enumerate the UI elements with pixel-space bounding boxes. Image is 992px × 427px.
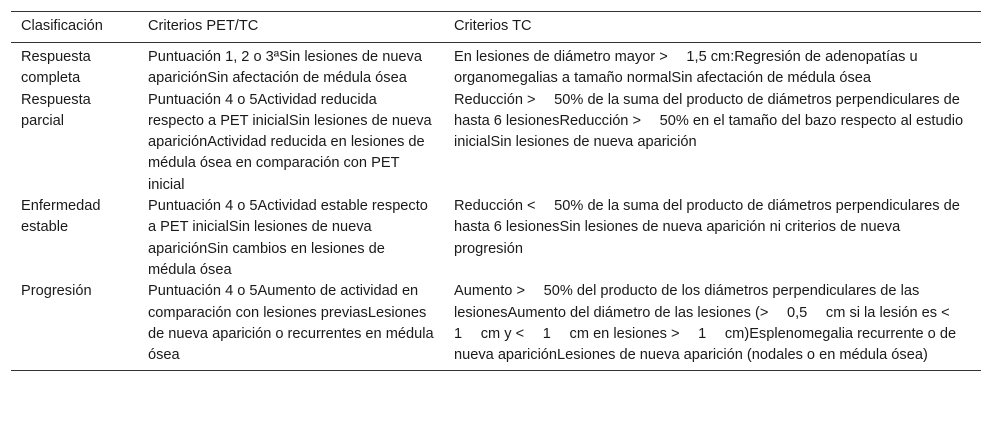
row-ct-criteria: Aumento > 50% del producto de los diámetros perpendiculares de las lesionesAumento del diámetro de las lesiones (> 0,5 cm si la lesión es < 1 cm y < 1 cm en lesiones > 1 cm)Esplenomegalia recurrente o de nueva apariciónLesiones de nueva aparición (nodales o en médula ósea) [454,283,965,364]
row-classification: Enfermedad estable [21,198,101,236]
row-ct-criteria: En lesiones de diámetro mayor > 1,5 cm:Regresión de adenopatías u organomegalias a tamaño normalSin afectación de médula ósea [454,49,918,87]
row-pet-ct-criteria: Puntuación 4 o 5Actividad estable respecto a PET inicialSin lesiones de nueva apariciónSin cambios en lesiones de médula ósea [148,198,428,278]
criteria-table-container [11,11,981,371]
response-criteria-table [11,11,981,371]
row-pet-ct-criteria: Puntuación 4 o 5Aumento de actividad en comparación con lesiones previasLesiones de nueva aparición o recurrentes en médula ósea [148,283,434,364]
table-row [11,90,981,196]
row-pet-ct-criteria: Puntuación 1, 2 o 3ªSin lesiones de nueva apariciónSin afectación de médula ósea [148,49,422,87]
row-classification: Respuesta completa [21,49,91,87]
row-classification: Respuesta parcial [21,91,91,129]
row-ct-criteria: Reducción < 50% de la suma del producto de diámetros perpendiculares de hasta 6 lesionesSin lesiones de nueva aparición ni criterios de nueva progresión [454,198,960,257]
table-row [11,196,981,281]
table-row [11,281,981,371]
table-row [11,43,981,90]
header-clasificacion: Clasificación [21,18,103,35]
header-criterios-tc: Criterios TC [454,18,532,35]
header-criterios-pet-tc: Criterios PET/TC [148,18,259,35]
row-classification: Progresión [21,283,92,300]
row-ct-criteria: Reducción > 50% de la suma del producto de diámetros perpendiculares de hasta 6 lesionesReducción > 50% en el tamaño del bazo respecto al estudio inicialSin lesiones de nueva aparición [454,91,964,151]
row-pet-ct-criteria: Puntuación 4 o 5Actividad reducida respecto a PET inicialSin lesiones de nueva apariciónActividad reducida en lesiones de médula ósea en comparación con PET inicial [148,91,432,193]
table-header-row [11,12,981,43]
